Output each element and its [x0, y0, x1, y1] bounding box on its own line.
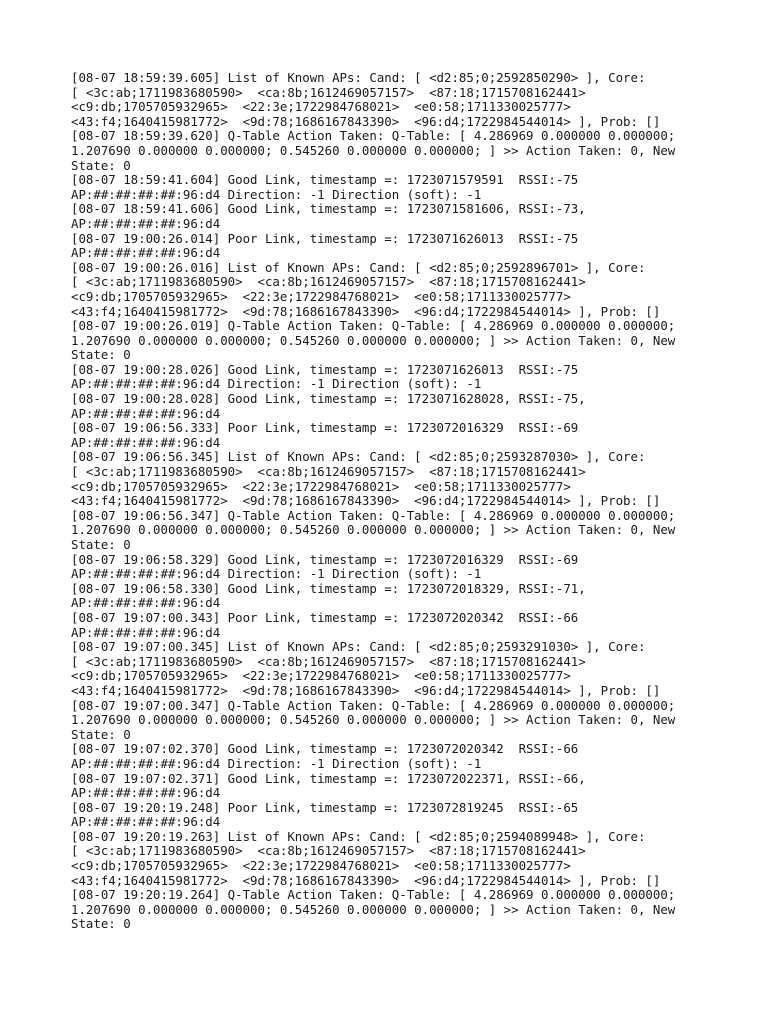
log-line: [ <3c:ab;1711983680590> <ca:8b;1612469057157> <87:18;1715708162441>	[71, 274, 586, 290]
log-line: [ <3c:ab;1711983680590> <ca:8b;1612469057157> <87:18;1715708162441>	[71, 653, 586, 669]
log-line: [08-07 18:59:41.606] Good Link, timestamp =: 1723071581606, RSSI:-73,	[71, 201, 586, 217]
log-line: State: 0	[71, 726, 131, 742]
log-line: [08-07 19:07:02.371] Good Link, timestamp =: 1723072022371, RSSI:-66,	[71, 770, 586, 786]
log-line: 1.207690 0.000000 0.000000; 0.545260 0.000000 0.000000; ] >> Action Taken: 0, New	[71, 332, 676, 348]
log-line: State: 0	[71, 157, 131, 173]
log-line: 1.207690 0.000000 0.000000; 0.545260 0.000000 0.000000; ] >> Action Taken: 0, New	[71, 901, 676, 917]
log-line: [08-07 19:00:26.016] List of Known APs: Cand: [ <d2:85;0;2592896701> ], Core:	[71, 259, 646, 275]
log-line: 1.207690 0.000000 0.000000; 0.545260 0.000000 0.000000; ] >> Action Taken: 0, New	[71, 712, 676, 728]
log-line: [08-07 19:06:56.347] Q-Table Action Taken: Q-Table: [ 4.286969 0.000000 0.000000;	[71, 507, 676, 523]
log-line: [08-07 19:06:58.329] Good Link, timestamp =: 1723072016329 RSSI:-69	[71, 551, 579, 567]
log-line: AP:##:##:##:##:96:d4	[71, 245, 221, 261]
log-line: [08-07 18:59:39.620] Q-Table Action Taken: Q-Table: [ 4.286969 0.000000 0.000000;	[71, 128, 676, 144]
log-line: AP:##:##:##:##:96:d4	[71, 814, 221, 830]
log-line: <c9:db;1705705932965> <22:3e;1722984768021> <e0:58;1711330025777>	[71, 858, 571, 874]
log-line: [08-07 19:07:00.343] Poor Link, timestamp =: 1723072020342 RSSI:-66	[71, 609, 579, 625]
log-line: <c9:db;1705705932965> <22:3e;1722984768021> <e0:58;1711330025777>	[71, 668, 571, 684]
log-line: AP:##:##:##:##:96:d4 Direction: -1 Direction (soft): -1	[71, 566, 482, 582]
log-line: AP:##:##:##:##:96:d4 Direction: -1 Direction (soft): -1	[71, 186, 482, 202]
log-line: [08-07 19:07:00.347] Q-Table Action Taken: Q-Table: [ 4.286969 0.000000 0.000000;	[71, 697, 676, 713]
log-line: AP:##:##:##:##:96:d4	[71, 595, 221, 611]
log-line: [08-07 19:07:02.370] Good Link, timestamp =: 1723072020342 RSSI:-66	[71, 741, 579, 757]
log-text	[71, 71, 761, 932]
log-line: <c9:db;1705705932965> <22:3e;1722984768021> <e0:58;1711330025777>	[71, 99, 571, 115]
log-line: AP:##:##:##:##:96:d4	[71, 624, 221, 640]
log-line: <43:f4;1640415981772> <9d:78;1686167843390> <96:d4;1722984544014> ], Prob: []	[71, 493, 661, 509]
log-line: [ <3c:ab;1711983680590> <ca:8b;1612469057157> <87:18;1715708162441>	[71, 464, 586, 480]
log-line: [08-07 19:00:28.026] Good Link, timestamp =: 1723071626013 RSSI:-75	[71, 361, 579, 377]
log-line: [08-07 19:06:56.345] List of Known APs: Cand: [ <d2:85;0;2593287030> ], Core:	[71, 449, 646, 465]
log-line: 1.207690 0.000000 0.000000; 0.545260 0.000000 0.000000; ] >> Action Taken: 0, New	[71, 142, 676, 158]
log-line: [08-07 19:20:19.248] Poor Link, timestamp =: 1723072819245 RSSI:-65	[71, 799, 579, 815]
log-line: State: 0	[71, 916, 131, 932]
log-line: <43:f4;1640415981772> <9d:78;1686167843390> <96:d4;1722984544014> ], Prob: []	[71, 113, 661, 129]
log-line: [08-07 18:59:39.605] List of Known APs: Cand: [ <d2:85;0;2592850290> ], Core:	[71, 70, 646, 85]
log-line: [08-07 19:20:19.264] Q-Table Action Taken: Q-Table: [ 4.286969 0.000000 0.000000;	[71, 887, 676, 903]
log-line: [08-07 19:07:00.345] List of Known APs: Cand: [ <d2:85;0;2593291030> ], Core:	[71, 639, 646, 655]
log-line: [08-07 19:00:28.028] Good Link, timestamp =: 1723071628028, RSSI:-75,	[71, 391, 586, 407]
log-line: <43:f4;1640415981772> <9d:78;1686167843390> <96:d4;1722984544014> ], Prob: []	[71, 682, 661, 698]
log-line: AP:##:##:##:##:96:d4 Direction: -1 Direction (soft): -1	[71, 376, 482, 392]
log-line: State: 0	[71, 537, 131, 552]
log-line: <43:f4;1640415981772> <9d:78;1686167843390> <96:d4;1722984544014> ], Prob: []	[71, 303, 661, 319]
log-document	[71, 71, 761, 932]
log-line: [ <3c:ab;1711983680590> <ca:8b;1612469057157> <87:18;1715708162441>	[71, 843, 586, 859]
log-line: <c9:db;1705705932965> <22:3e;1722984768021> <e0:58;1711330025777>	[71, 288, 571, 304]
log-line: AP:##:##:##:##:96:d4	[71, 434, 221, 450]
log-line: [08-07 18:59:41.604] Good Link, timestamp =: 1723071579591 RSSI:-75	[71, 172, 579, 188]
log-line: <c9:db;1705705932965> <22:3e;1722984768021> <e0:58;1711330025777>	[71, 478, 571, 494]
log-line: 1.207690 0.000000 0.000000; 0.545260 0.000000 0.000000; ] >> Action Taken: 0, New	[71, 522, 676, 538]
log-line: [08-07 19:00:26.019] Q-Table Action Taken: Q-Table: [ 4.286969 0.000000 0.000000;	[71, 318, 676, 334]
log-line: AP:##:##:##:##:96:d4 Direction: -1 Direction (soft): -1	[71, 755, 482, 771]
log-line: <43:f4;1640415981772> <9d:78;1686167843390> <96:d4;1722984544014> ], Prob: []	[71, 872, 661, 888]
log-line: [08-07 19:06:56.333] Poor Link, timestamp =: 1723072016329 RSSI:-69	[71, 420, 579, 436]
log-line: [08-07 19:00:26.014] Poor Link, timestamp =: 1723071626013 RSSI:-75	[71, 230, 579, 246]
log-line: [08-07 19:06:58.330] Good Link, timestamp =: 1723072018329, RSSI:-71,	[71, 580, 586, 596]
log-line: AP:##:##:##:##:96:d4	[71, 785, 221, 801]
log-line: State: 0	[71, 347, 131, 363]
log-line: AP:##:##:##:##:96:d4	[71, 405, 221, 421]
log-line: [ <3c:ab;1711983680590> <ca:8b;1612469057157> <87:18;1715708162441>	[71, 84, 586, 100]
log-line: AP:##:##:##:##:96:d4	[71, 215, 221, 231]
log-line: [08-07 19:20:19.263] List of Known APs: Cand: [ <d2:85;0;2594089948> ], Core:	[71, 828, 646, 844]
